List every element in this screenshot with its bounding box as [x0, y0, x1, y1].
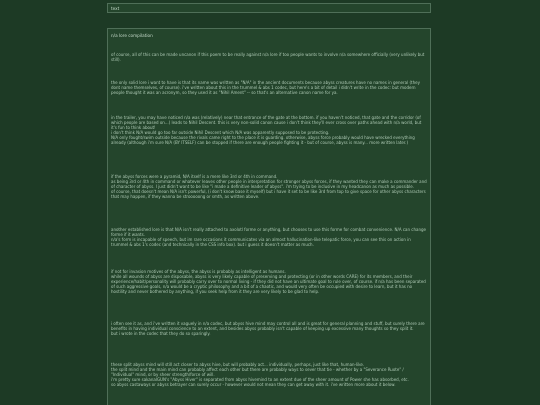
paragraph-line: so abyss castaways or abyss betrayer can surely occur - however would not mean they can get away with it. i've written more about it below.: [111, 382, 396, 387]
paragraph-line: if not for invasion motives of the abyss, the abyss is probably as intelligent as humans.: [111, 269, 286, 274]
paragraph-line: N/A only fought/swim outside because the rivals came right to the place it is guarding. otherwise, abyss force probably would have wrecked everything already (although i'm sure N/A (BY ITSELF) can be stopped if there are enough people fighting it - but of course, abyss is many... more written later.): [111, 135, 415, 145]
paragraph-line: the only solid lore i want to have is that its name was written as "N/A" in the ancient documents because abyss creatures have no names in general (they dont name themselves, of course). i've written about this in the trummel & abs 1 codec, but here's a bit of detail i didn't write in the codec: but modern people thought it was an acronym, so they used it as "Nihil Ament" -- so that's an alternative canon name for ya.: [111, 80, 420, 95]
paragraph-line: i often see it as, and i've written it vaguely in n/a codec, but abyss hive mind may control all and is great for general planning and stuff, but surely there are benefits in having individual conscience to an extent, and besides abyss probably isn't capable of keeping up excessive many thoughts so they split it.: [111, 321, 425, 331]
paragraph-uncanon-note: [111, 52, 427, 62]
top-title-bar: [107, 3, 431, 13]
paragraph-line: while all wounds of abyss are disposable, abyss is very likely capable of preserving and protecting (or in other words CARE) for its members, and their experience/habit/personality will probably carry over to normal living - if they did not have an ultimate goal to rule over, of course. if n/a has been separated of such aggressive goals, n/a would be a cryptic philosophy and a bit of a chaotic, and would very often be occupied with desire to learn, but it has no hostility and never bothered by anything, if you seek help from it they are very likely to be glad to help.: [111, 274, 426, 294]
paragraph-line: i don't think N/A would go too far outside Nihil Descent which N/A was apparently supposed to be protecting.: [111, 130, 330, 135]
paragraph-line: if the abyss forces were a pyramid, N/A itself is a mere like 3rd or 4th in command.: [111, 174, 278, 179]
lore-panel: [107, 28, 431, 405]
paragraph-line: but i wrote in the codec that they do so sparingly.: [111, 331, 211, 336]
paragraph-pyramid-lore: [111, 174, 427, 199]
paragraph-line: i'm pretty sure sakanalGUN's "Abyss Hiver" is separated from abyss hivemind to an extent due of the sheer amount of Power she has absorbed, etc.: [111, 377, 409, 382]
paragraph-hivemind-lore: [111, 321, 427, 336]
paragraph-line: the split mind and the main mind can probably affect each other but there are probably ways to sever that tie - whether by a "Severance Ruote" / "Individual" mind, or by sheer strength/force of will.: [111, 367, 404, 377]
paragraph-line: in the trailer, you may have noticed n/a was (relatively) near that entrance of the gate at the bottom. if you haven't noticed, that gate and the corridor (of which people are based on...) leads to Nihil Descent. this is very non-solid canon cause i don't think they'll ever cross over paths ahead with n/a world, but it's fun to think about!: [111, 115, 422, 130]
paragraph-line: these split abyss mind will still act closer to abyss hive, but will probably act... individually, perhaps, just like that, human-like.: [111, 362, 365, 367]
paragraph-line: of course, all of this can be made uncanon if this poem to be really against n/a lore if too people wants to involve n/a somewhere officially (very unlikely but still).: [111, 52, 425, 62]
paragraph-trailer-lore: [111, 115, 427, 145]
paragraph-line: n/a's form is incapable of speech, but im rare occasions it communicates via an almost hallucination-like telepatic force, you can see this on action in trummel & abs 1's codec (and technically in the CSS info box). but i guess it doesn't matter as much.: [111, 237, 411, 247]
top-title-text: text: [111, 6, 120, 11]
paragraph-line: of course, that doesn't mean N/A isn't powerful, (i don't know base it myself) but i have it set to be like 3rd from top to give space for other abyss characters that may happen, if they wanna be strooooong or smth, as written above.: [111, 189, 426, 199]
paragraph-forme-lore: [111, 227, 427, 247]
paragraph-split-mind-lore: [111, 362, 427, 387]
paragraph-intelligence-lore: [111, 269, 427, 294]
paragraph-line: another established lore is that N/A isn't really attached to axolotl forme or anything, but chooses to use this forme for combat convenience. N/A can change forme if it wants.: [111, 227, 427, 237]
paragraph-line: as being 3rd or 4th in command or whatever leaves other people in interpretation for stronger abyss forces, if they wanted they can make a commander and of character of abyss. I just didn't want to be like "i made a definitive leader of abyss". i'm trying to be inclusive in my headcanon as much as possible.: [111, 179, 427, 189]
paragraph-name-lore: [111, 80, 427, 95]
panel-title: n/a lore compilation: [111, 33, 153, 38]
